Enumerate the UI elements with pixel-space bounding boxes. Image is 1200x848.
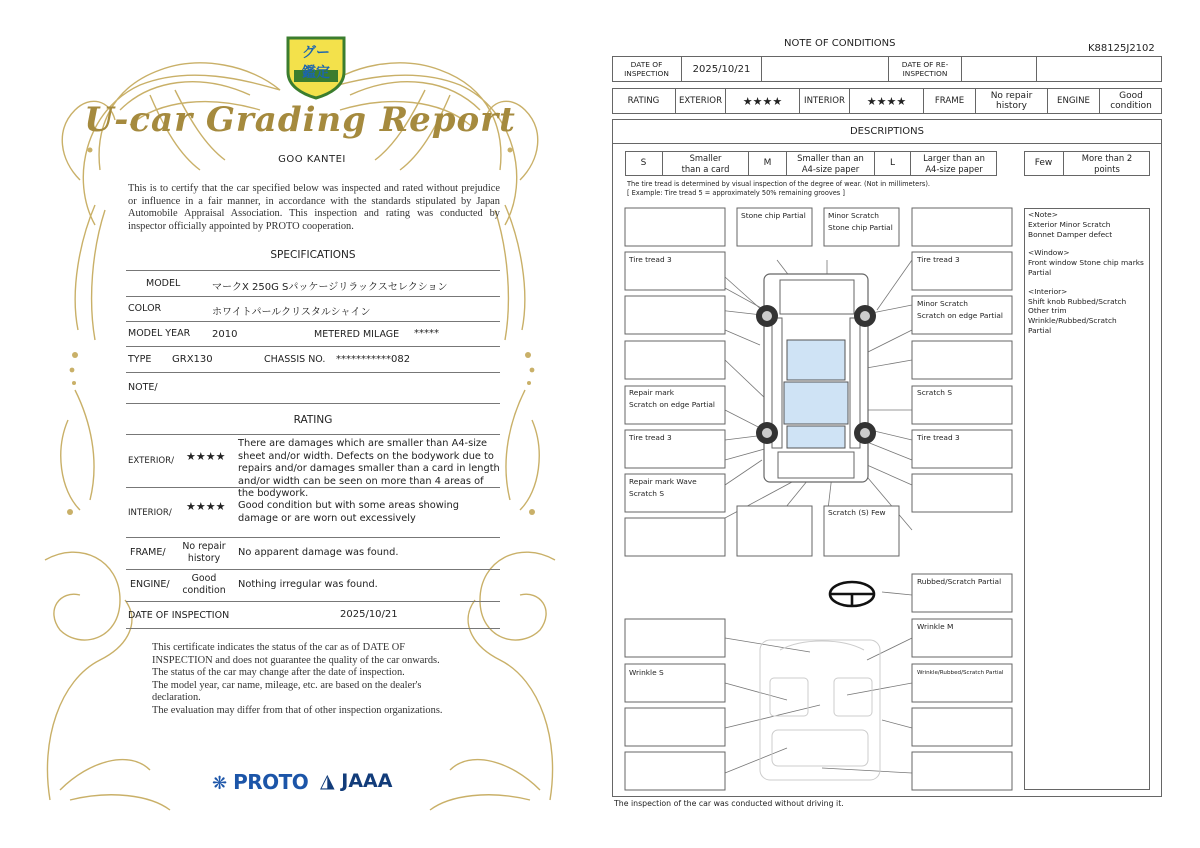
- tire-note-2: [ Example: Tire tread 5 = approximately 50% remaining grooves ]: [627, 189, 845, 197]
- model-value: マークX 250G Sパッケージリラックスセレクション: [212, 282, 448, 293]
- exterior-label: EXTERIOR: [676, 88, 726, 114]
- footer-line: The evaluation may differ from that of other inspection organizations.: [152, 704, 443, 716]
- inspection-date-row: [126, 602, 500, 629]
- frame-text: No apparent damage was found.: [238, 547, 399, 558]
- spec-row-note: [126, 373, 500, 404]
- type-value: GRX130: [172, 354, 213, 365]
- certify-paragraph: This is to certify that the car specified below was inspected and rated without prejudice or influence in a fair manner, in accordance with the standards stipulated by Japan Automobile Appraisal Association. This inspection and rating was conducted by inspector officially appointed by PROTO cooperation.: [128, 183, 500, 232]
- date-label: DATE OF INSPECTION: [612, 56, 682, 82]
- footer-line: declaration.: [152, 692, 201, 704]
- proto-logo-text: PROTO: [233, 770, 309, 794]
- model-label: MODEL: [146, 278, 181, 289]
- engine-value: Good condition: [1110, 91, 1152, 111]
- chassis-label: CHASSIS NO.: [264, 354, 326, 365]
- divider: [126, 434, 500, 435]
- label-rubbed-scratch: Rubbed/Scratch Partial: [917, 577, 1002, 586]
- steering-wheel-icon: [830, 582, 874, 606]
- report-title: U-car Grading Report: [84, 100, 516, 140]
- exterior-stars: ★★★★: [726, 88, 800, 114]
- engine-label: ENGINE/: [130, 579, 170, 590]
- legend-s: S: [625, 151, 663, 176]
- color-value: ホワイトパールクリスタルシャイン: [212, 307, 371, 318]
- legend-s-text: Smaller than a card: [663, 151, 749, 176]
- label-repair-mark: Repair mark Scratch on edge Partial: [629, 388, 715, 409]
- frame-label: FRAME/: [130, 547, 166, 558]
- interior-line: Partial: [1028, 325, 1052, 335]
- tire-note-1: The tire tread is determined by visual inspection of the degree of wear. (Not in millimeters).: [627, 180, 931, 188]
- rating-heading: RATING: [293, 414, 333, 426]
- rating-row-engine: [126, 570, 500, 602]
- legend-l-text: Larger than an A4-size paper: [923, 152, 985, 174]
- divider: [612, 143, 1162, 144]
- report-subtitle: GOO KANTEI: [278, 154, 346, 165]
- jaaa-mark-icon: ◮: [320, 770, 335, 792]
- jaaa-logo: [320, 770, 392, 792]
- rating-row-interior: [126, 488, 500, 538]
- spec-row-color: [126, 297, 500, 322]
- interior-label: INTERIOR/: [128, 508, 172, 518]
- inspection-footer: The inspection of the car was conducted without driving it.: [614, 799, 844, 808]
- date-label: DATE OF INSPECTION: [128, 610, 230, 621]
- footer-line: The status of the car may change after the date of inspection.: [152, 667, 405, 679]
- certificate-footer: [152, 642, 482, 718]
- interior-label: INTERIOR: [800, 88, 850, 114]
- label-minor-scratch-edge: Minor Scratch Scratch on edge Partial: [917, 299, 1003, 320]
- interior-stars: ★★★★: [186, 500, 226, 513]
- legend-few: Few: [1024, 151, 1064, 176]
- note-line: Exterior Minor Scratch: [1028, 219, 1111, 229]
- label-repair-wave: Repair mark Wave Scratch S: [629, 477, 697, 498]
- interior-heading: <Interior>: [1028, 286, 1068, 296]
- label-scratch-s: Scratch S: [917, 388, 953, 397]
- car-top-view: [764, 274, 868, 482]
- notes-text: [1028, 210, 1148, 336]
- chassis-value: ***********082: [336, 354, 411, 365]
- frame-value: No repair history: [182, 541, 226, 564]
- color-label: COLOR: [128, 303, 162, 314]
- mileage-value: *****: [414, 328, 439, 339]
- legend-l: L: [875, 151, 911, 176]
- label-tire-rear-left: Tire tread 3: [629, 433, 672, 442]
- proto-mark-icon: ❋: [212, 773, 227, 794]
- label-stone-chip: Stone chip Partial: [741, 211, 806, 220]
- window-line: Partial: [1028, 267, 1052, 277]
- rating-row-exterior: [126, 436, 500, 500]
- exterior-text: There are damages which are smaller than A4-size sheet and/or width. Defects on the bodywork due to repairs and/or damages smaller than a card in length and/or width can be seen on more than 4 areas of the bodywork.: [238, 438, 500, 500]
- legend-few-text: More than 2 points: [1081, 152, 1133, 174]
- model-year-label: MODEL YEAR: [128, 328, 191, 339]
- date-value: 2025/10/21: [682, 56, 762, 82]
- date-value: 2025/10/21: [340, 609, 398, 620]
- report-number: K88125J2102: [1088, 43, 1155, 54]
- model-year-value: 2010: [212, 329, 238, 340]
- spec-row-model: [126, 272, 500, 297]
- label-wrinkle-m: Wrinkle M: [917, 622, 954, 631]
- type-label: TYPE: [128, 354, 152, 365]
- note-heading: <Note>: [1028, 210, 1058, 219]
- badge-text: グー鑑定: [302, 45, 330, 81]
- interior-line: Other trim: [1028, 306, 1067, 316]
- descriptions-heading: DESCRIPTIONS: [849, 125, 925, 137]
- interior-text: Good condition but with some areas showing damage or are worn out excessively: [238, 500, 459, 524]
- engine-text: Nothing irregular was found.: [238, 579, 378, 590]
- footer-line: This certificate indicates the status of the car as of DATE OF: [152, 642, 406, 653]
- rating-label: RATING: [612, 88, 676, 114]
- divider: [1036, 56, 1037, 82]
- interior-line: Shift knob Rubbed/Scratch: [1028, 296, 1127, 306]
- specifications-heading: SPECIFICATIONS: [270, 249, 356, 261]
- note-line: Bonnet Damper defect: [1028, 229, 1113, 239]
- label-tire-front-right: Tire tread 3: [917, 255, 960, 264]
- footer-line: INSPECTION and does not guarantee the quality of the car onwards.: [152, 654, 440, 666]
- mileage-label: METERED MILAGE: [314, 329, 400, 340]
- footer-line: The model year, car name, mileage, etc. are based on the dealer's: [152, 679, 422, 691]
- label-wrinkle-rubbed: Wrinkle/Rubbed/Scratch Partial: [917, 670, 1004, 676]
- window-heading: <Window>: [1028, 248, 1070, 258]
- label-tire-front-left: Tire tread 3: [629, 255, 672, 264]
- exterior-stars: ★★★★: [186, 450, 226, 463]
- jaaa-logo-text: JAAA: [341, 770, 393, 792]
- car-interior-view: [760, 640, 880, 780]
- label-tire-rear-right: Tire tread 3: [917, 433, 960, 442]
- spec-row-type: [126, 347, 500, 373]
- frame-label: FRAME: [924, 88, 976, 114]
- reinspection-label: DATE OF RE-INSPECTION: [901, 60, 949, 78]
- divider: [126, 270, 500, 271]
- proto-logo: [212, 770, 308, 794]
- engine-label: ENGINE: [1048, 88, 1100, 114]
- interior-stars: ★★★★: [850, 88, 924, 114]
- window-line: Front window Stone chip marks: [1028, 258, 1144, 268]
- exterior-label: EXTERIOR/: [128, 456, 174, 466]
- note-label: NOTE/: [128, 382, 158, 393]
- label-minor-scratch-stone: Minor Scratch Stone chip Partial: [828, 211, 893, 232]
- engine-value: Good condition: [182, 573, 226, 596]
- spec-row-year: [126, 322, 500, 347]
- conditions-heading: NOTE OF CONDITIONS: [784, 38, 896, 49]
- interior-line: Wrinkle/Rubbed/Scratch: [1028, 316, 1117, 326]
- rating-row-frame: [126, 538, 500, 570]
- frame-value: No repair history: [976, 88, 1048, 114]
- legend-m-text: Smaller than an A4-size paper: [787, 151, 875, 176]
- label-scratch-few: Scratch (S) Few: [828, 508, 886, 517]
- legend-m: M: [749, 151, 787, 176]
- label-wrinkle-s: Wrinkle S: [629, 668, 664, 677]
